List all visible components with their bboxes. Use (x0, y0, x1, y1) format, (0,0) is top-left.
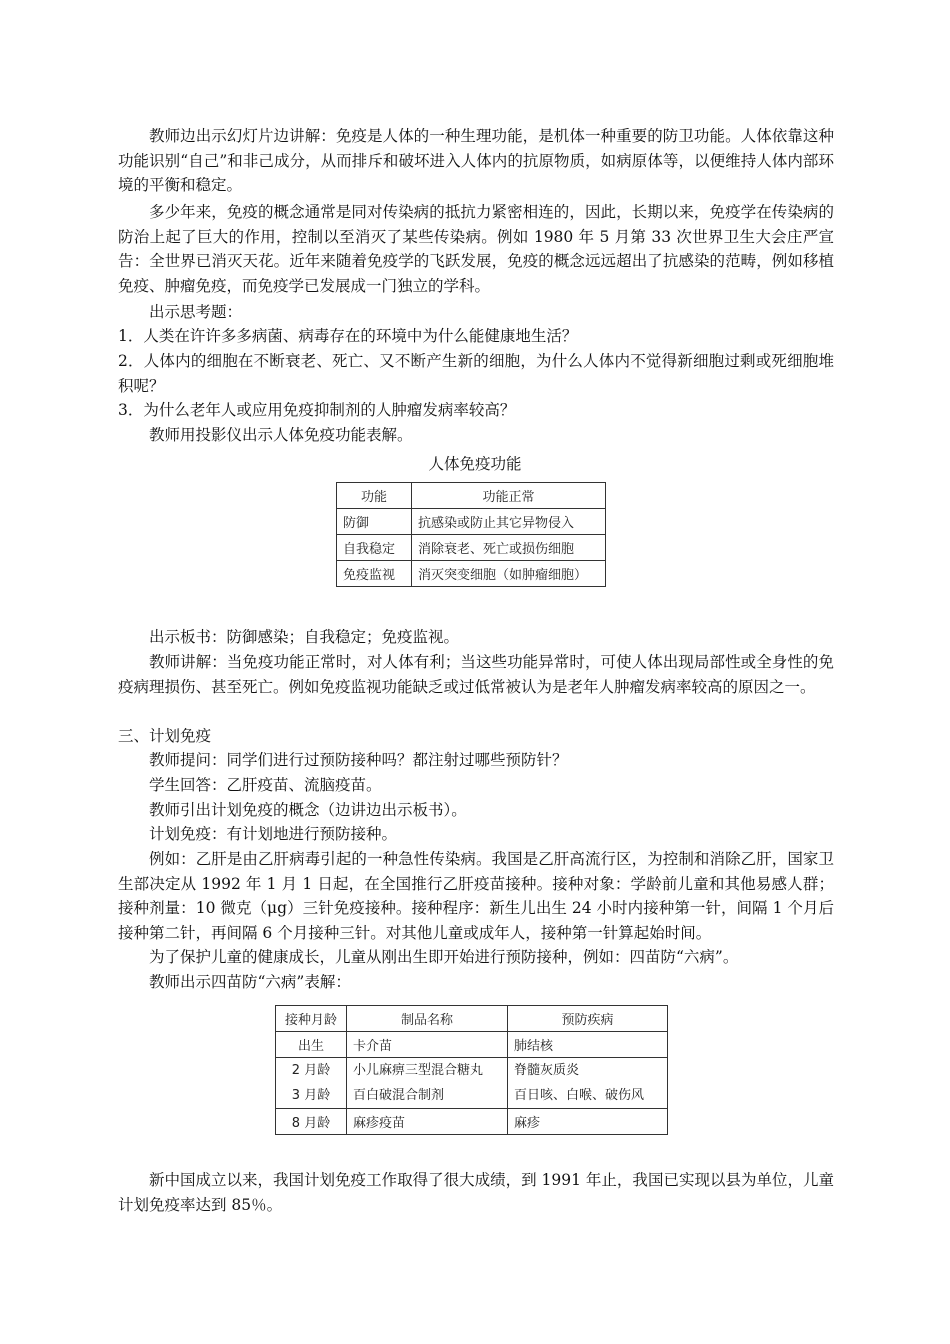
table-cell: 出生 (276, 1032, 347, 1058)
table-header-cell: 功能 (337, 483, 412, 509)
table-header-cell: 功能正常 (412, 483, 606, 509)
cell-line: 百白破混合制剂 (353, 1088, 445, 1103)
vaccine-schedule-table (275, 1005, 668, 1135)
table-row (337, 509, 606, 535)
table-row (276, 1058, 668, 1109)
question-3: 3．为什么老年人或应用免疫抑制剂的人肿瘤发病率较高？ (118, 401, 516, 419)
cell-line: 3 月龄 (291, 1088, 331, 1103)
cell-line: 小儿麻痹三型混合糖丸 (353, 1063, 484, 1078)
table-row (337, 561, 606, 587)
cell-line: 2 月龄 (291, 1063, 331, 1078)
immune-function-table (336, 482, 606, 587)
paragraph-national-achievement: 新中国成立以来，我国计划免疫工作取得了很大成绩，到 1991 年止，我国已实现以县为单位，儿童计划免疫率达到 85％。 (118, 1171, 834, 1214)
cell-line: 脊髓灰质炎 (514, 1063, 580, 1078)
paragraph-hepatitis-example: 例如：乙肝是由乙肝病毒引起的一种急性传染病。我国是乙肝高流行区，为控制和消除乙肝，国家卫生部决定从 1992 年 1 月 1 日起，在全国推行乙肝疫苗接种。接种对象：学龄前儿童和其他易感人群；接种剂量：10 微克（μg）三针免疫接种。接种程序：新生儿出生 24 小时内接种第一针，间隔 1 个月后接种第二针，再间隔 6 个月接种三针。对其他儿童或成年人，接种第一针算起始时间。 (118, 850, 834, 942)
table-cell: 消除衰老、死亡或损伤细胞 (412, 535, 606, 561)
table-cell: 自我稳定 (337, 535, 412, 561)
table-header-cell: 制品名称 (347, 1006, 508, 1032)
table-cell: 肺结核 (508, 1032, 668, 1058)
paragraph-immunity-definition: 教师边出示幻灯片边讲解：免疫是人体的一种生理功能，是机体一种重要的防卫功能。人体依靠这种功能识别“自己”和非己成分，从而排斥和破坏进入人体内的抗原物质，如病原体等，以便维持人体内部环境的平衡和稳定。 (118, 127, 834, 194)
table-header-row (276, 1006, 668, 1032)
table-cell: 卡介苗 (347, 1032, 508, 1058)
table-cell: 8 月龄 (276, 1109, 347, 1135)
cell-line: 百日咳、白喉、破伤风 (514, 1088, 645, 1103)
paragraph-planned-immunization-definition: 计划免疫：有计划地进行预防接种。 (149, 825, 398, 843)
question-2: 2．人体内的细胞在不断衰老、死亡、又不断产生新的细胞，为什么人体内不觉得新细胞过剩或死细胞堆积呢？ (118, 352, 834, 395)
table-header-cell: 预防疾病 (508, 1006, 668, 1032)
table-cell (276, 1058, 347, 1109)
table-header-cell: 接种月龄 (276, 1006, 347, 1032)
table-row (276, 1109, 668, 1135)
table-cell (508, 1058, 668, 1109)
immune-table-caption: 人体免疫功能 (428, 455, 522, 473)
paragraph-projector-intro: 教师用投影仪出示人体免疫功能表解。 (149, 426, 413, 444)
table-header-row (337, 483, 606, 509)
question-1: 1．人类在许许多多病菌、病毒存在的环境中为什么能健康地生活？ (118, 327, 578, 345)
table-cell: 抗感染或防止其它异物侵入 (412, 509, 606, 535)
paragraph-concept-intro: 教师引出计划免疫的概念（边讲边出示板书）。 (149, 801, 467, 819)
table-cell: 麻疹疫苗 (347, 1109, 508, 1135)
paragraph-immunity-history: 多少年来，免疫的概念通常是同对传染病的抵抗力紧密相连的，因此，长期以来，免疫学在传染病的防治上起了巨大的作用，控制以至消灭了某些传染病。例如 1980 年 5 月第 33 次世界卫生大会庄严宣告：全世界已消灭天花。近年来随着免疫学的飞跃发展，免疫的概念远远超出了抗感染的范畴，例如移植免疫、肿瘤免疫，而免疫学已发展成一门独立的学科。 (118, 203, 834, 295)
table-cell: 消灭突变细胞（如肿瘤细胞） (412, 561, 606, 587)
paragraph-teacher-question: 教师提问：同学们进行过预防接种吗？都注射过哪些预防针？ (149, 751, 568, 769)
table-cell: 免疫监视 (337, 561, 412, 587)
paragraph-child-vaccination: 为了保护儿童的健康成长，儿童从刚出生即开始进行预防接种，例如：四苗防“六病”。 (149, 948, 739, 966)
table-row (276, 1032, 668, 1058)
table-row (337, 535, 606, 561)
paragraph-board-notes: 出示板书：防御感染；自我稳定；免疫监视。 (149, 628, 460, 646)
table-cell (347, 1058, 508, 1109)
paragraph-student-answer: 学生回答：乙肝疫苗、流脑疫苗。 (149, 776, 382, 794)
paragraph-questions-intro: 出示思考题： (149, 303, 243, 321)
section-heading-planned-immunization: 三、计划免疫 (118, 727, 212, 745)
table-cell: 麻疹 (508, 1109, 668, 1135)
paragraph-vaccine-table-intro: 教师出示四苗防“六病”表解： (149, 973, 351, 991)
table-cell: 防御 (337, 509, 412, 535)
paragraph-teacher-explanation: 教师讲解：当免疫功能正常时，对人体有利；当这些功能异常时，可使人体出现局部性或全身性的免疫病理损伤、甚至死亡。例如免疫监视功能缺乏或过低常被认为是老年人肿瘤发病率较高的原因之一。 (118, 653, 834, 696)
